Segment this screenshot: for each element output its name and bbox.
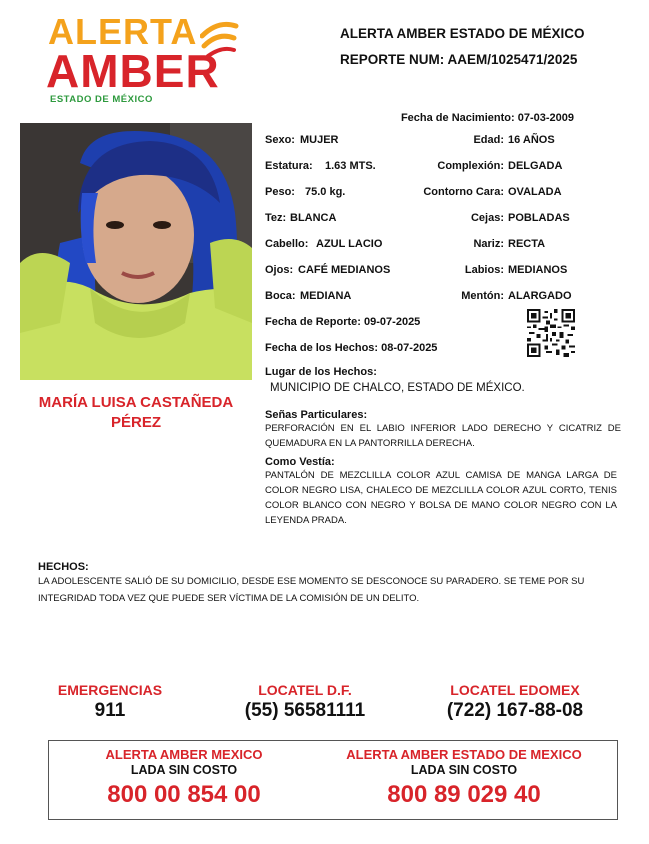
nariz-label: Nariz: [473,238,504,250]
amber-edomex-number[interactable]: 800 89 029 40 [387,781,541,808]
hechos-label: HECHOS: [38,561,89,573]
hechos-date-value: 08-07-2025 [381,342,438,354]
locatel-edomex-label: LOCATEL EDOMEX [450,682,580,698]
menton-value: ALARGADO [508,290,572,302]
missing-person-name [20,393,252,433]
hechos-date [265,342,437,354]
locatel-df-number[interactable]: (55) 56581111 [244,700,366,721]
cejas-value: POBLADAS [508,212,570,224]
tez-value: BLANCA [290,212,337,224]
labios-label: Labios: [464,264,504,276]
ojos-label: Ojos: [265,264,294,276]
amber-edomex-sub: LADA SIN COSTO [410,763,518,777]
edad-label: Edad: [473,134,504,146]
name-line-1: MARÍA LUISA CASTAÑEDA [38,394,234,411]
sexo-label: Sexo: [265,134,295,146]
tez-label: Tez: [265,212,287,224]
contorno-label: Contorno Cara: [423,186,504,198]
birth-date [370,112,574,124]
contorno-value: OVALADA [508,186,562,198]
missing-person-photo [20,123,252,380]
report-number: REPORTE NUM: AAEM/1025471/2025 [340,52,578,67]
lugar-value: MUNICIPIO DE CHALCO, ESTADO DE MÉXICO. [270,382,525,394]
locatel-edomex-number[interactable]: (722) 167-88-08 [446,700,584,721]
amber-edomex-title: ALERTA AMBER ESTADO DE MEXICO [346,747,582,762]
hechos-text: LA ADOLESCENTE SALIÓ DE SU DOMICILIO, DESDE ESE MOMENTO SE DESCONOCE SU PARADERO. SE TEME POR SU INTEGRIDAD TODA VEZ QUE PUEDE SER VÍCTIMA DE LA COMISIÓN DE UN DELITO. [38,576,585,604]
cabello-label: Cabello: [265,238,309,250]
estatura-value: 1.63 MTS. [325,160,376,172]
nariz-value: RECTA [508,238,546,250]
senas-value: PERFORACIÓN EN EL LABIO INFERIOR LADO DERECHO Y CICATRIZ DE QUEMADURA EN LA PANTORRILLA DERECHA. [265,423,621,449]
senas-label: Señas Particulares: [265,409,368,421]
boca-value: MEDIANA [300,290,352,302]
hotline-box [48,740,618,820]
logo-amber-text: AMBER [46,45,220,97]
labios-value: MEDIANOS [508,264,568,276]
birth-date-label: Fecha de Nacimiento: [400,112,515,124]
complexion-label: Complexión: [437,160,504,172]
peso-value: 75.0 kg. [305,186,346,198]
sexo-value: MUJER [300,134,339,146]
complexion-value: DELGADA [508,160,563,172]
amber-mexico-number[interactable]: 800 00 854 00 [107,781,261,808]
vestia-label: Como Vestía: [265,456,335,468]
logo-estado-text: ESTADO DE MÉXICO [50,94,153,105]
cabello-value: AZUL LACIO [316,238,383,250]
menton-label: Mentón: [461,290,504,302]
ojos-value: CAFÉ MEDIANOS [298,264,391,276]
amber-mexico-sub: LADA SIN COSTO [130,763,238,777]
birth-date-value: 07-03-2009 [517,112,574,124]
lugar-label: Lugar de los Hechos: [265,366,377,378]
qr-code-icon [527,309,575,357]
emergencias-label: EMERGENCIAS [57,682,163,698]
hechos-date-label: Fecha de los Hechos: [265,342,379,354]
estatura-label: Estatura: [265,160,313,172]
page-title: ALERTA AMBER ESTADO DE MÉXICO [340,26,585,41]
vestia-value: PANTALÓN DE MEZCLILLA COLOR AZUL CAMISA DE MANGA LARGA DE COLOR NEGRO LISA, CHALECO DE MEZCLILLA COLOR AZUL CORTO, TENIS COLOR BLANCO CON NEGRO Y BOLSA DE MANO COLOR NEGRO CON LA LEYENDA PRADA. [265,470,617,526]
reporte-date [265,316,420,328]
boca-label: Boca: [265,290,296,302]
locatel-df-label: LOCATEL D.F. [258,682,352,698]
cejas-label: Cejas: [470,212,504,224]
emergencias-number[interactable]: 911 [94,700,126,721]
reporte-date-value: 09-07-2025 [364,316,421,328]
logo-alerta-text: ALERTA [48,11,198,52]
reporte-date-label: Fecha de Reporte: [265,316,361,328]
edad-value: 16 AÑOS [508,134,555,146]
name-line-2: PÉREZ [110,414,161,431]
amber-mexico-title: ALERTA AMBER MEXICO [105,747,263,762]
peso-label: Peso: [265,186,295,198]
